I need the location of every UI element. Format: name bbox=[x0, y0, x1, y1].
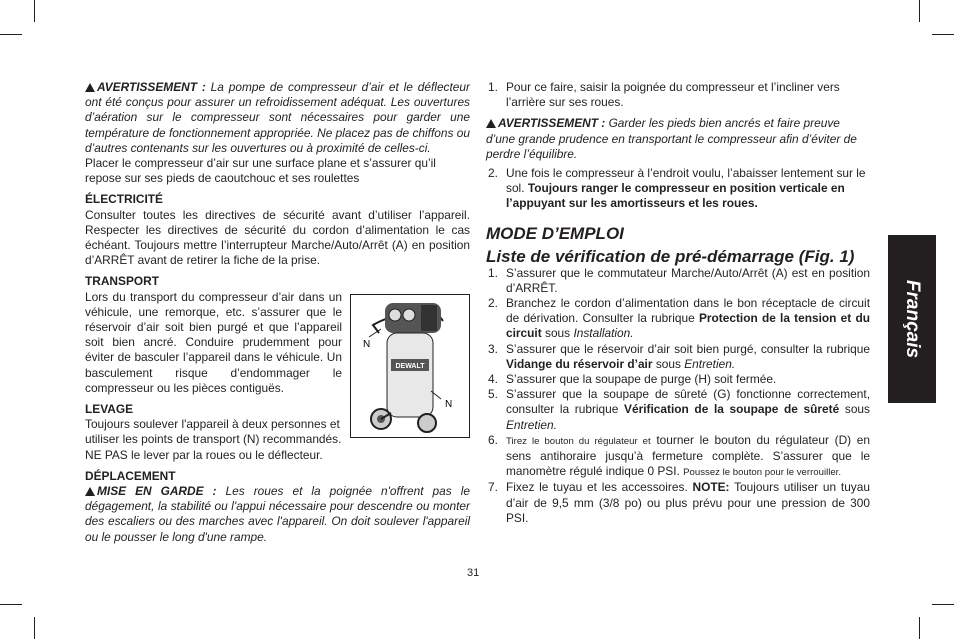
list-item: 3. S’assurer que le réservoir d’air soit bien purgé, consulter la rubrique Vidange du réservoir d’air sous Entretien. bbox=[488, 341, 870, 371]
warning-text: Garder les pieds bien ancrés et faire preuve d’une grande prudence en transportant le compresseur afin d’éviter de perdre l’équilibre. bbox=[486, 116, 857, 161]
levage-heading: LEVAGE bbox=[85, 402, 134, 417]
mode-heading: MODE D’EMPLOI bbox=[486, 223, 624, 243]
figure-label-n: N bbox=[445, 398, 453, 410]
list-item: 2. Branchez le cordon d’alimentation dans le bon réceptacle de circuit de dérivation. Consulter la rubrique Protection de la tension et du circuit sous Installation. bbox=[488, 296, 870, 341]
checklist bbox=[486, 266, 870, 526]
placement-text: Placer le compresseur d’air sur une surface plane et s’assurer qu’il repose sur ses pieds de caoutchouc et ses roulettes bbox=[85, 156, 436, 186]
warning-paragraph bbox=[486, 116, 870, 162]
crop-mark bbox=[919, 0, 920, 22]
crop-mark bbox=[0, 34, 22, 35]
crop-mark bbox=[34, 617, 35, 639]
language-tab bbox=[888, 235, 936, 403]
electricite-text: Consulter toutes les directives de sécurité avant d’utiliser l’appareil. Respecter les directives de sécurité du cordon d’alimentation le cas échéant. Toujours mettre l’interrupteur Marche/Auto/Arrêt (A) en position d’ARRÊT avant de retirer la fiche de la prise. bbox=[85, 207, 470, 268]
transport-text: Lors du transport du compresseur d’air dans un véhicule, une remorque, etc. s’assurer que le réservoir d’air soit bien purgé et que l’appareil soit bien ancré. Conduire prudemment pour éviter de basculer l’appareil dans le véhicule. Un basculement risque d’endommager le compresseur ou les pièces contiguës. bbox=[85, 289, 342, 395]
electricite-heading: ÉLECTRICITÉ bbox=[85, 192, 163, 207]
list-item: 1. S’assurer que le commutateur Marche/Auto/Arrêt (A) est en position d’ARRÊT. bbox=[488, 265, 870, 295]
caution-paragraph bbox=[85, 484, 470, 545]
crop-mark bbox=[919, 617, 920, 639]
page-number: 31 bbox=[467, 567, 480, 579]
crop-mark bbox=[932, 604, 954, 605]
figure-brand: DEWALT bbox=[395, 362, 425, 370]
levage-text: Toujours soulever l'appareil à deux personnes et utiliser les points de transport (N) recommandés. NE PAS le lever par la roues ou le déflecteur. bbox=[85, 417, 342, 462]
language-tab-label: Français bbox=[902, 279, 923, 359]
compressor-figure bbox=[350, 294, 470, 438]
caution-text: Les roues et la poignée n'offrent pas le dégagement, la stabilité ou l'appui nécessaire pour descendre ou monter des escaliers ou des marches avec l'appareil. On doit soulever l'appareil ou le pousser le long d'une rampe. bbox=[85, 484, 470, 544]
warning-label: AVERTISSEMENT : bbox=[97, 80, 206, 94]
figure-label-n: N bbox=[363, 338, 371, 350]
crop-mark bbox=[0, 604, 22, 605]
caution-label: MISE EN GARDE : bbox=[97, 484, 217, 499]
list-item: 1. Pour ce faire, saisir la poignée du compresseur et l’incliner vers l’arrière sur ses roues. bbox=[488, 80, 840, 110]
crop-mark bbox=[932, 34, 954, 35]
list-item: 7. Fixez le tuyau et les accessoires. NOTE: Toujours utiliser un tuyau d’air de 9,5 mm (3/8 po) ou plus prévu pour une pression de 300 PSI. bbox=[488, 480, 870, 525]
crop-mark bbox=[34, 0, 35, 22]
warning-label: AVERTISSEMENT : bbox=[498, 116, 606, 131]
list-item: 2. Une fois le compresseur à l’endroit voulu, l’abaisser lentement sur le sol. Toujours ranger le compresseur en position verticale en l’appuyant sur les amortisseurs et les roues. bbox=[488, 166, 866, 211]
checklist-heading: Liste de vérification de pré-démarrage (Fig. 1) bbox=[486, 246, 855, 266]
warning-icon bbox=[85, 83, 95, 92]
warning-icon bbox=[486, 119, 496, 128]
list-item: 5. S’assurer que la soupape de sûreté (G) fonctionne correctement, consulter la rubrique Vérification de la soupape de sûreté sous Entretien. bbox=[488, 387, 870, 432]
right-column bbox=[486, 80, 870, 526]
left-column bbox=[85, 80, 470, 545]
warning-paragraph bbox=[85, 80, 470, 156]
compressor-illustration bbox=[351, 295, 469, 437]
list-item: 4. S’assurer que la soupape de purge (H) soit fermée. bbox=[488, 372, 777, 387]
deplacement-heading: DÉPLACEMENT bbox=[85, 468, 176, 483]
list-item: 6. Tirez le bouton du régulateur et tourner le bouton du régulateur (D) en sens antihoraire jusqu’à fermeture complète. S’assurer que le manomètre régulé indique 0 PSI. Poussez le bouton pour le verrouiller. bbox=[488, 432, 870, 479]
warning-text: La pompe de compresseur d’air et le déflecteur ont été conçus pour assurer un refroidissement adéquat. Les ouvertures d’aération sur le compresseur sont nécessaires pour garder une température de fonctionnement appropriée. Ne placez pas de chiffons ou d’autres contenants sur les ouvertures ou à proximité de celles-ci. bbox=[85, 80, 470, 155]
warning-icon bbox=[85, 487, 95, 496]
transport-heading: TRANSPORT bbox=[85, 274, 159, 289]
